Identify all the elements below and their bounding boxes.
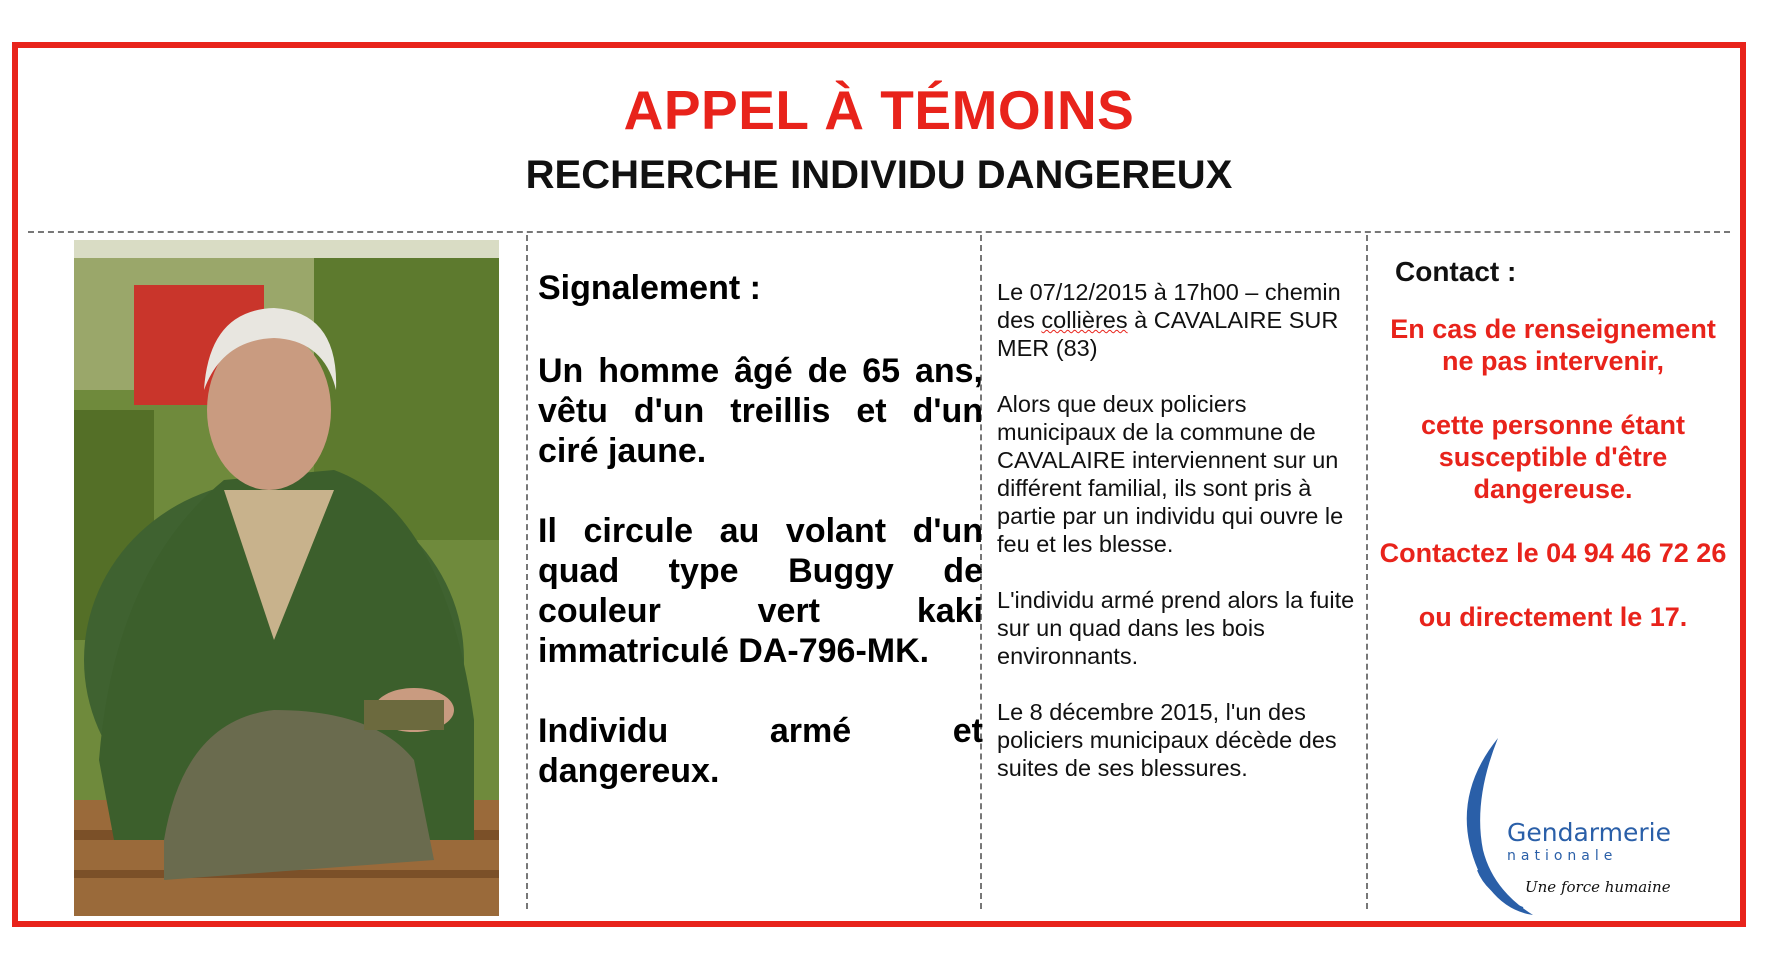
facts-text: à CAVALAIRE SUR MER (83) [997,307,1339,361]
logo-subtitle: nationale [1507,848,1618,864]
logo-motto: Une force humaine [1525,878,1671,896]
contact-paragraph: cette personne étant susceptible d'être dangereuse. [1420,410,1686,504]
poster-title: APPEL À TÉMOINS [623,79,1135,141]
contact-paragraph: En cas de renseignement ne pas intervenir, [1390,314,1716,376]
facts-paragraph: Le 8 décembre 2015, l'un des policiers municipaux décède des suites de ses blessures. [997,699,1337,781]
facts-paragraph [997,278,1357,362]
description-paragraph: Un homme âgé de 65 ans, vêtu d'un treillis et d'un ciré jaune. [538,352,983,470]
description-paragraph: Il circule au volant d'un quad type Buggy de couleur vert kaki immatriculé DA-796-MK. [538,512,983,670]
poster-frame [12,42,1746,927]
contact-heading: Contact : [1395,256,1517,287]
contact-paragraph: ou directement le 17. [1418,602,1688,632]
contact-column [1378,313,1728,665]
facts-column [997,278,1357,810]
description-paragraph: Individu armé et dangereux. [538,712,983,790]
facts-paragraph: L'individu armé prend alors la fuite sur un quad dans les bois environnants. [997,587,1355,669]
description-heading: Signalement : [538,269,761,307]
gendarmerie-logo [1443,730,1683,920]
column-divider [1366,235,1368,909]
poster-subtitle: RECHERCHE INDIVIDU DANGEREUX [525,153,1233,197]
suspect-photo [74,240,499,916]
logo-name: Gendarmerie [1507,818,1671,847]
contact-paragraph: Contactez le 04 94 46 72 26 [1379,538,1727,568]
facts-text-misspelled: collières [1041,307,1128,333]
facts-text: Le 07/12/2015 à 17h00 – chemin des [997,279,1341,333]
header-divider [28,231,1730,233]
description-column [538,268,983,831]
column-divider [526,235,528,909]
facts-paragraph: Alors que deux policiers municipaux de la commune de CAVALAIRE interviennent sur un différent familial, ils sont pris à partie par un individu qui ouvre le feu et les blesse. [997,391,1344,557]
